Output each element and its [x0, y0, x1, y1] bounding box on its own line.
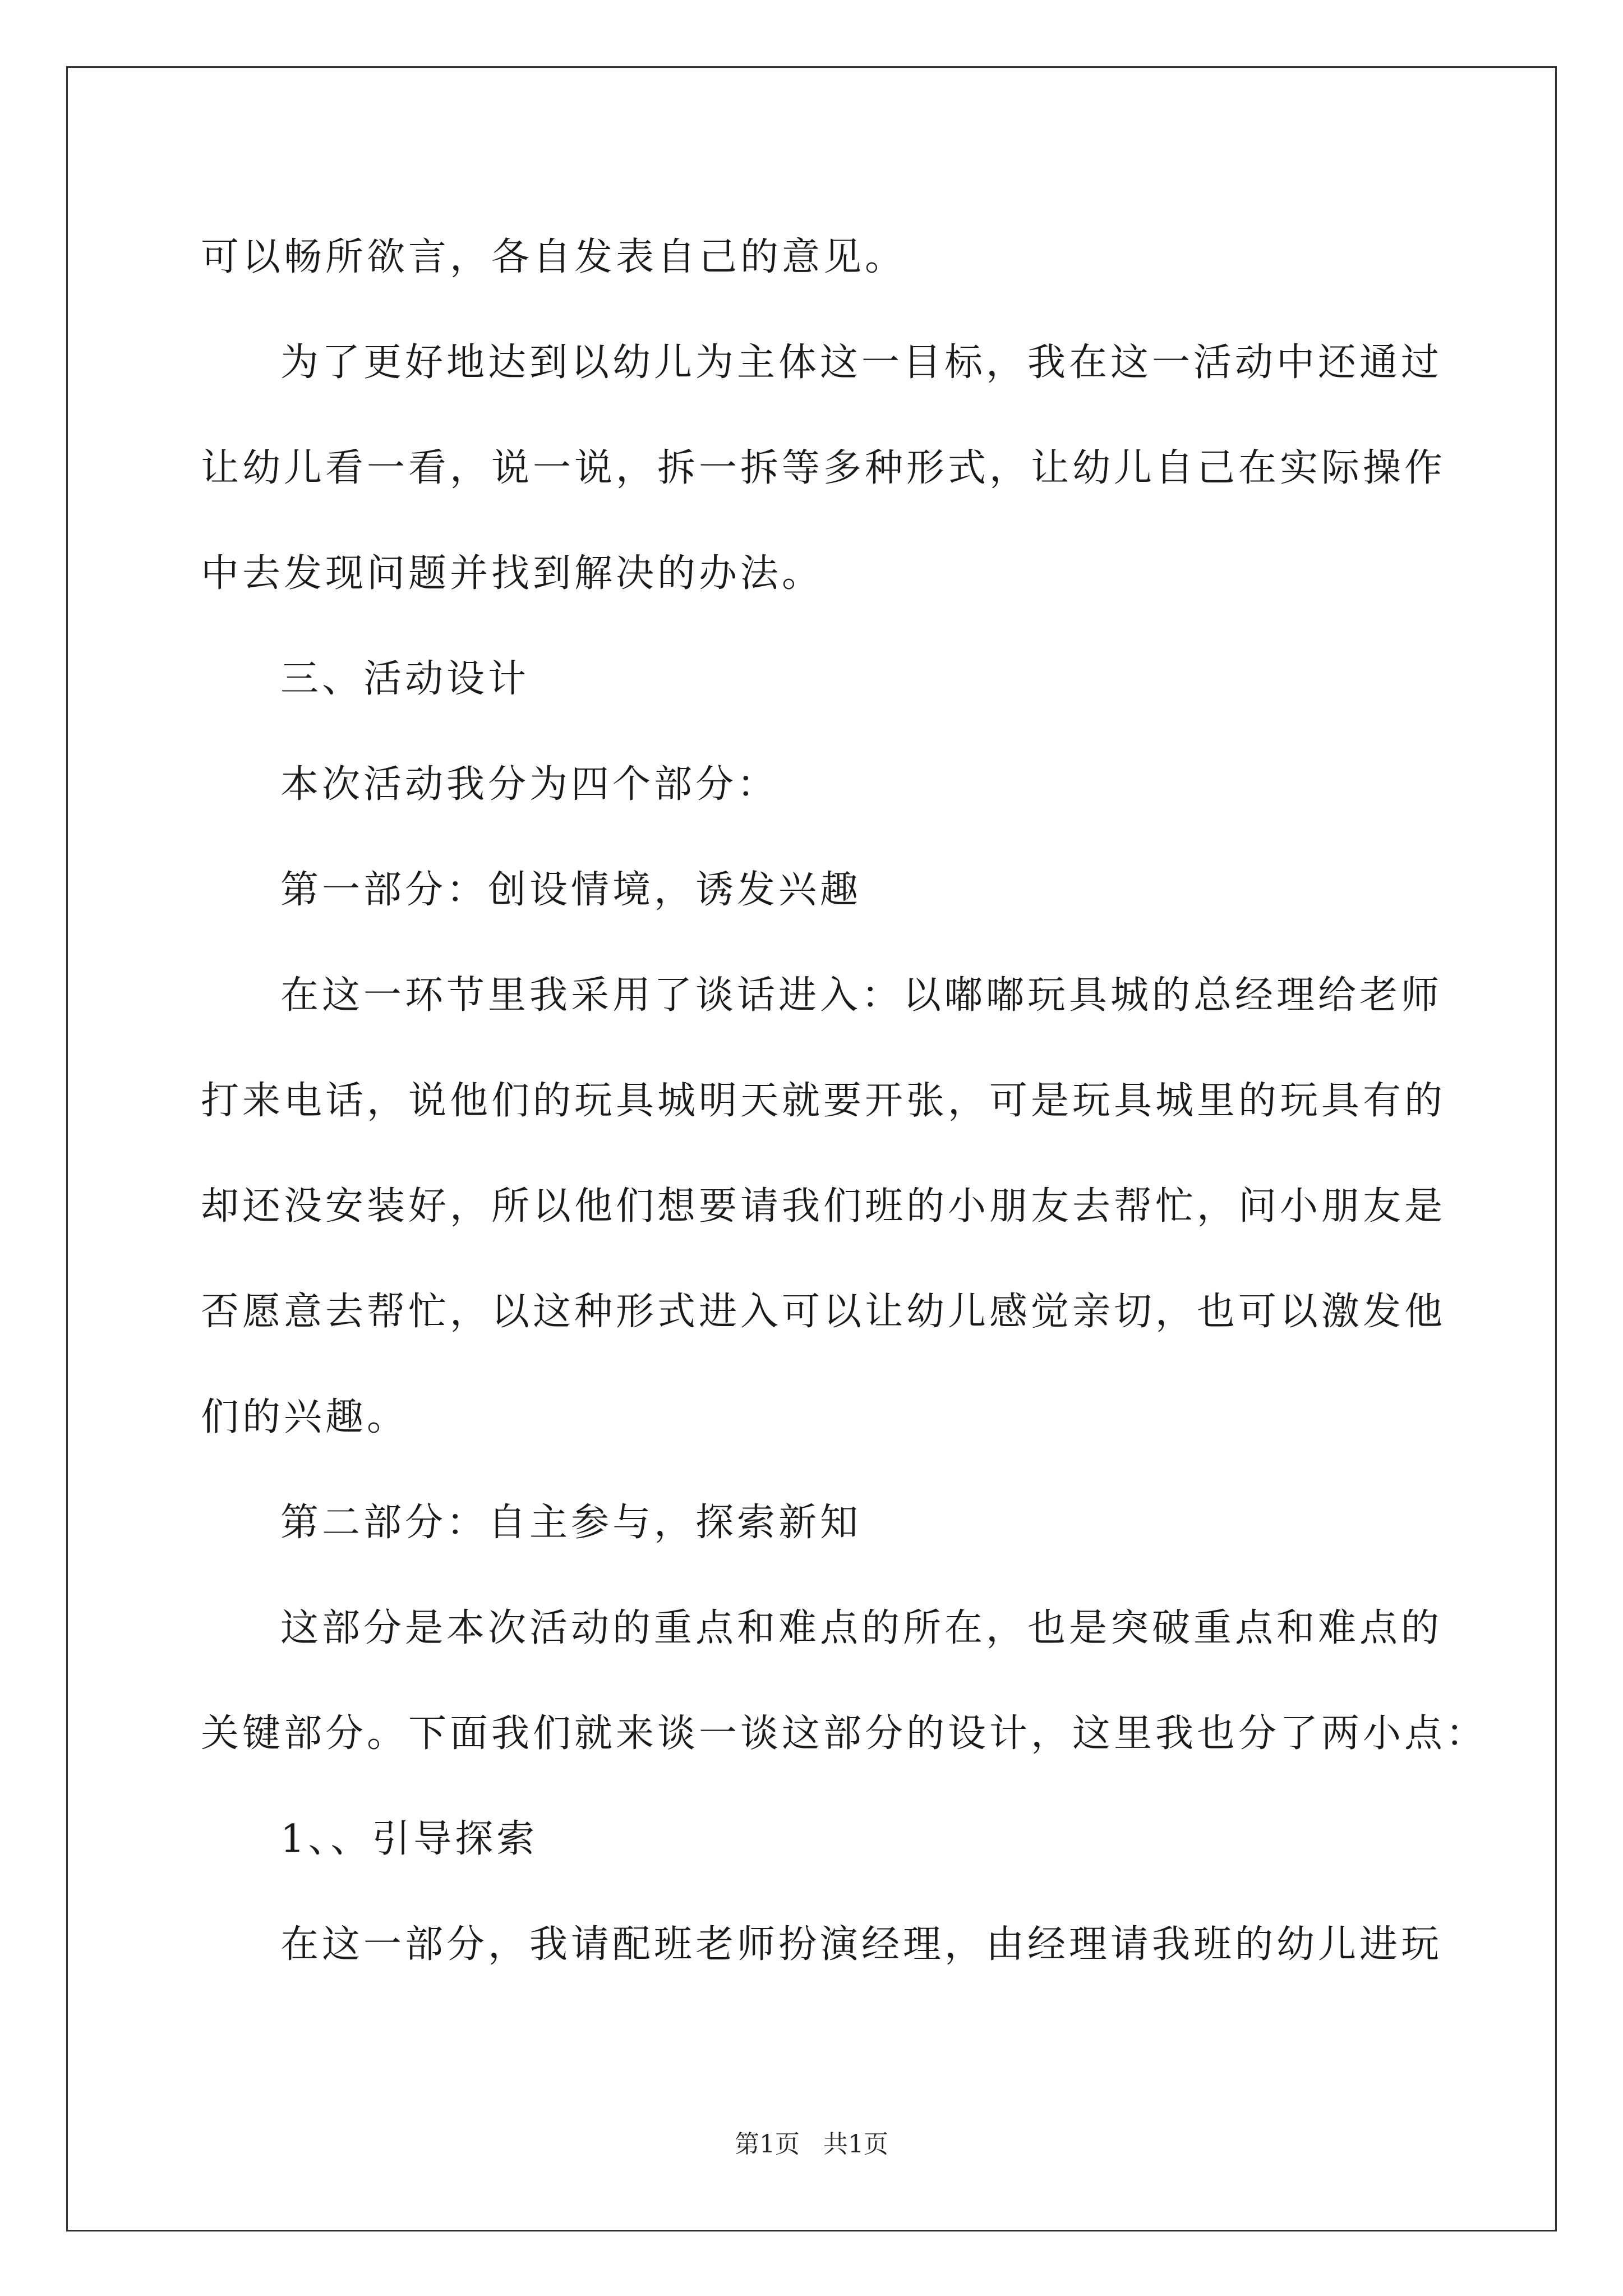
paragraph-line: 为了更好地达到以幼儿为主体这一目标，我在这一活动中还通过	[280, 341, 1443, 385]
paragraph-line: 这部分是本次活动的重点和难点的所在，也是突破重点和难点的	[280, 1606, 1443, 1650]
paragraph-line: 否愿意去帮忙，以这种形式进入可以让幼儿感觉亲切，也可以激发他	[201, 1290, 1446, 1334]
page-number: 第1页	[735, 2130, 800, 2159]
paragraph-line: 中去发现问题并找到解决的办法。	[201, 551, 824, 596]
page-footer	[0, 2128, 1623, 2161]
subsection-heading: 1、、引导探索	[280, 1817, 538, 1861]
paragraph-line: 让幼儿看一看，说一说，拆一拆等多种形式，让幼儿自己在实际操作	[201, 446, 1446, 490]
part-heading: 第一部分：创设情境，诱发兴趣	[280, 868, 862, 912]
paragraph-line: 打来电话，说他们的玩具城明天就要开张，可是玩具城里的玩具有的	[201, 1079, 1446, 1123]
page-total: 共1页	[823, 2130, 888, 2159]
paragraph-line: 在这一环节里我采用了谈话进入：以嘟嘟玩具城的总经理给老师	[280, 973, 1443, 1018]
paragraph-line: 在这一部分，我请配班老师扮演经理，由经理请我班的幼儿进玩	[280, 1922, 1443, 1967]
document-body	[201, 205, 1488, 1998]
paragraph-line: 本次活动我分为四个部分：	[280, 762, 779, 807]
section-heading: 三、活动设计	[280, 657, 530, 701]
paragraph-line: 却还没安装好，所以他们想要请我们班的小朋友去帮忙，问小朋友是	[201, 1184, 1446, 1228]
part-heading: 第二部分：自主参与，探索新知	[280, 1501, 862, 1545]
paragraph-line: 可以畅所欲言，各自发表自己的意见。	[201, 235, 907, 279]
paragraph-line: 关键部分。下面我们就来谈一谈这部分的设计，这里我也分了两小点：	[201, 1711, 1488, 1756]
paragraph-line: 们的兴趣。	[201, 1395, 409, 1439]
